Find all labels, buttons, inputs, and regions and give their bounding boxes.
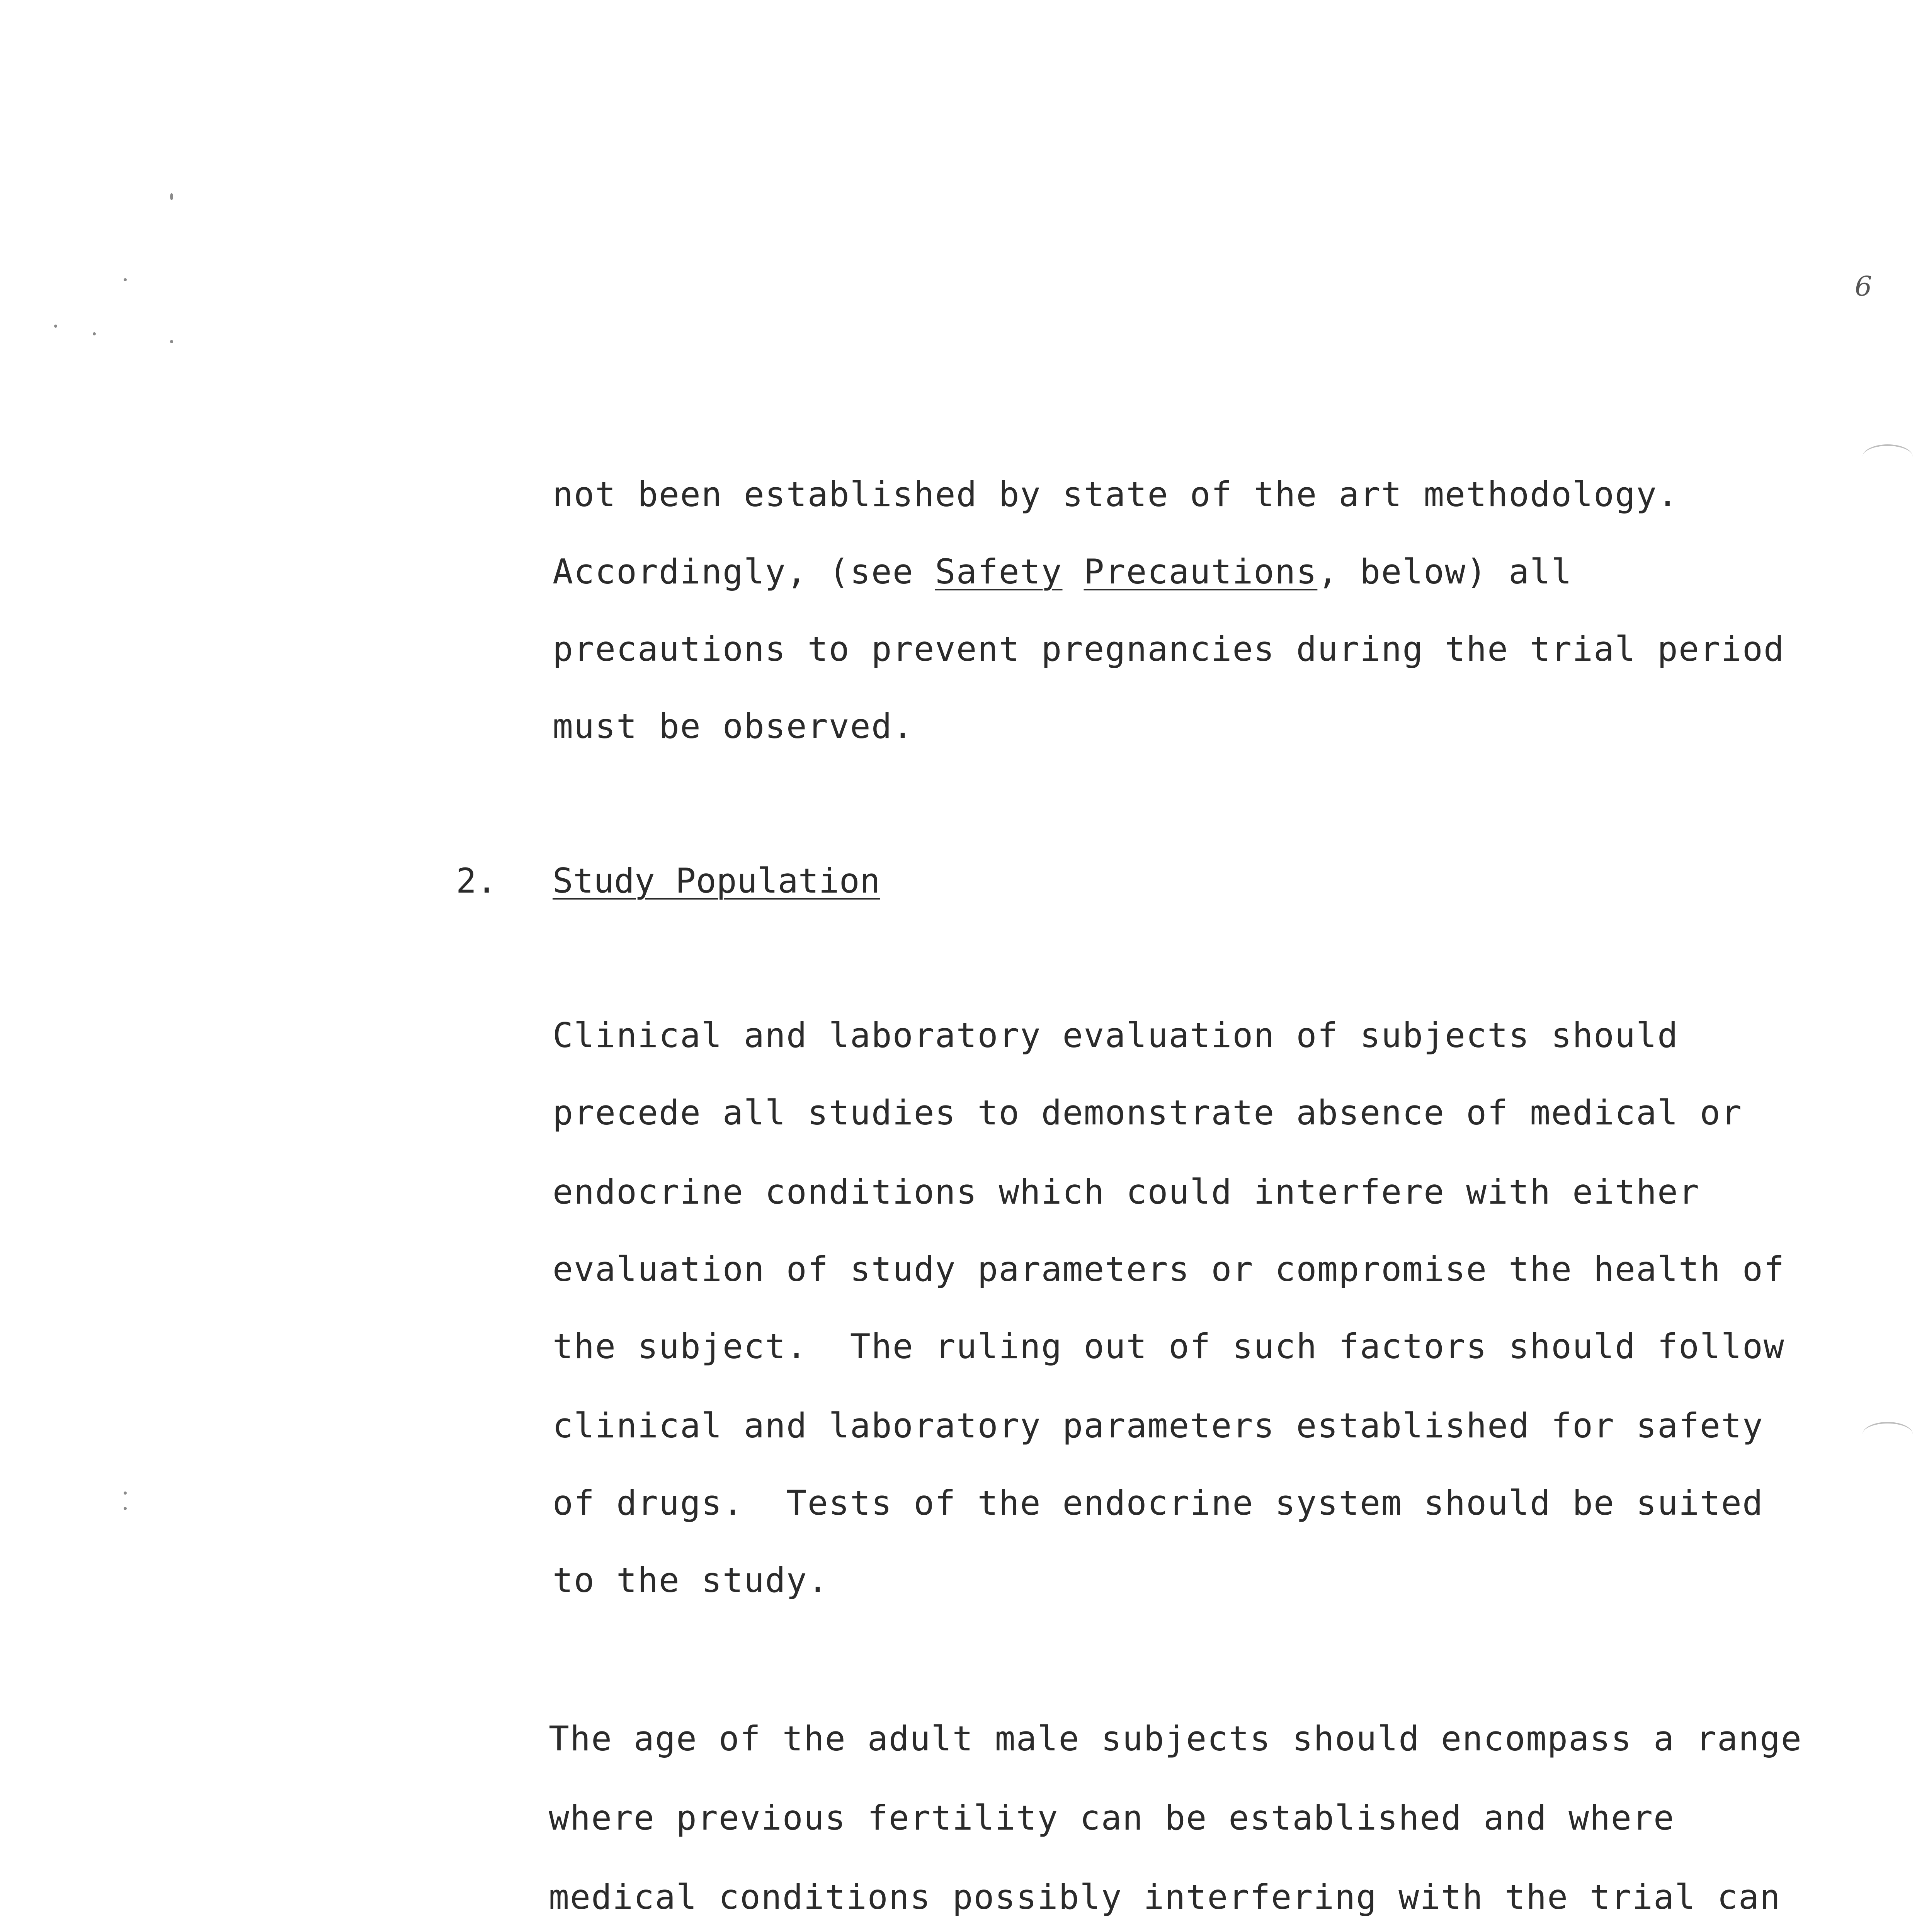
page-number-mark: 6 (1855, 270, 1872, 302)
paragraph-1-line-8: to the study. (553, 1560, 829, 1600)
scan-speck (124, 1492, 127, 1495)
scan-speck (170, 340, 173, 343)
paragraph-1-line-3: endocrine conditions which could interfere with either (553, 1172, 1700, 1212)
section-title: Study Population (553, 861, 880, 901)
scan-edge-curve (1863, 444, 1913, 469)
scan-speck (124, 1507, 127, 1510)
paragraph-2-line-1: The age of the adult male subjects should encompass a range (549, 1719, 1802, 1759)
paragraph-1-line-7: of drugs. Tests of the endocrine system should be suited (553, 1483, 1764, 1523)
continuation-line-4: must be observed. (553, 706, 914, 746)
continuation-line-2-after: , below) all (1317, 552, 1573, 592)
continuation-line-2-before: Accordingly, (see (553, 552, 935, 592)
scan-speck (170, 193, 173, 200)
continuation-line-2 (553, 553, 1572, 591)
paragraph-1-line-2: precede all studies to demonstrate absence of medical or (553, 1093, 1742, 1133)
reference-space (1063, 552, 1084, 592)
safety-precautions-reference: Safety (935, 552, 1063, 592)
paragraph-1-line-4: evaluation of study parameters or compromise the health of (553, 1249, 1785, 1289)
section-number: 2. (456, 861, 497, 901)
scan-speck (54, 325, 57, 328)
paragraph-1-line-1: Clinical and laboratory evaluation of subjects should (553, 1015, 1679, 1055)
paragraph-1-line-6: clinical and laboratory parameters established for safety (553, 1406, 1764, 1446)
scan-speck (124, 278, 127, 281)
scan-speck (93, 332, 96, 335)
paragraph-2-line-3: medical conditions possibly interfering with the trial can (549, 1877, 1781, 1917)
paragraph-1-line-5: the subject. The ruling out of such factors should follow (553, 1327, 1785, 1366)
continuation-line-3: precautions to prevent pregnancies during the trial period (553, 629, 1785, 669)
continuation-line-1: not been established by state of the art methodology. (553, 474, 1679, 514)
scan-edge-curve (1863, 1422, 1913, 1447)
paragraph-2-line-2: where previous fertility can be established and where (549, 1798, 1675, 1838)
precautions-reference: Precautions (1084, 552, 1318, 592)
